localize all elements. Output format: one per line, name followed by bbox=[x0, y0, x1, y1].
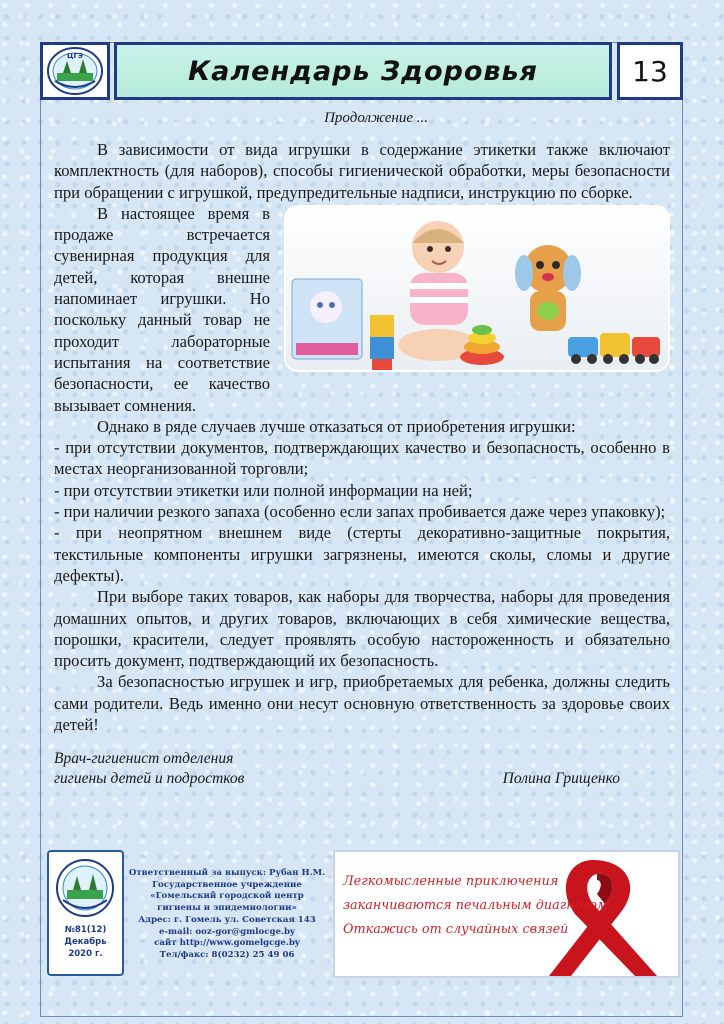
logo bbox=[40, 42, 110, 100]
address: Адрес: г. Гомель ул. Советская 143 bbox=[138, 914, 316, 925]
header bbox=[40, 42, 683, 100]
email: e-mail: ooz-gor@gmlocge.by bbox=[159, 926, 295, 937]
article bbox=[54, 110, 670, 789]
responsible-editor: Ответственный за выпуск: Рубан Н.М. bbox=[128, 868, 326, 878]
paragraph-4: При выборе таких товаров, как наборы для творчества, наборы для проведения домашних опытов, и других товаров, включающих в себя химические вещества, порошки, красители, следует проявлять особую настороженность и обязательно просить документ, подтверждающий их безопасность. bbox=[54, 587, 670, 671]
signature-name: Полина Грищенко bbox=[502, 770, 620, 788]
institution-name-1: «Гомельский городской центр bbox=[150, 891, 304, 902]
banner-line-3: Откажись от случайных связей bbox=[343, 922, 569, 937]
issue-year: 2020 г. bbox=[68, 949, 103, 959]
continued-label: Продолжение ... bbox=[324, 110, 428, 126]
bullet-3: - при наличии резкого запаха (особенно если запах пробивается даже через упаковку); bbox=[54, 502, 666, 522]
page-number: 13 bbox=[617, 42, 683, 100]
publisher-info bbox=[124, 850, 330, 976]
website: сайт http://www.gomelgcge.by bbox=[154, 938, 300, 949]
banner-line-2: заканчиваются печальным диагнозом. bbox=[343, 898, 612, 913]
paragraph-2: В настоящее время в продаже встречается сувенирная продукция для детей, которая внешне напоминает игрушки. Но поскольку данный товар не проходит лабораторные испытания на соответствие безопасности, ее качество вызывает сомнения. bbox=[54, 203, 270, 415]
signature bbox=[54, 749, 670, 789]
bullet-4: - при неопрятном внешнем виде (стерты декоративно-защитные покрытия, текстильные компоненты игрушки загрязнены, имеются сколы, сломы и другие дефекты). bbox=[54, 523, 670, 585]
paragraph-3: Однако в ряде случаев лучше отказаться от приобретения игрушки: bbox=[97, 416, 576, 436]
logo-text: ЦГЭ bbox=[66, 52, 84, 60]
footer-logo-icon bbox=[49, 852, 122, 922]
red-ribbon-icon bbox=[335, 852, 678, 976]
awareness-banner bbox=[333, 850, 680, 978]
institution-type: Государственное учреждение bbox=[152, 879, 302, 890]
issue-number: №81(12) bbox=[64, 925, 107, 935]
signature-position: Врач-гигиенист отделения bbox=[54, 750, 234, 768]
issue-month: Декабрь bbox=[64, 937, 107, 947]
bullet-2: - при отсутствии этикетки или полной информации на ней; bbox=[54, 480, 473, 500]
page-title: Календарь Здоровья bbox=[114, 42, 612, 100]
footer-logo-panel bbox=[47, 850, 124, 976]
phone: Тел/факс: 8(0232) 25 49 06 bbox=[159, 949, 295, 960]
institution-name-2: гигиены и эпидемиологии» bbox=[157, 903, 297, 914]
toys-photo bbox=[284, 205, 670, 372]
issue-info bbox=[49, 924, 122, 960]
paragraph-1: В зависимости от вида игрушки в содержание этикетки также включают комплектность (для наборов), способы гигиенической обработки, меры безопасности при обращении с игрушкой, предупредительные надписи, инструкцию по сборке. bbox=[54, 140, 670, 202]
logo-emblem-icon bbox=[43, 45, 107, 97]
child-with-toys-image bbox=[286, 207, 670, 372]
signature-department: гигиены детей и подростков bbox=[54, 770, 245, 788]
bullet-1: - при отсутствии документов, подтверждающих качество и безопасность, особенно в местах неорганизованной торговли; bbox=[54, 438, 670, 479]
paragraph-5: За безопасностью игрушек и игр, приобретаемых для ребенка, должны следить сами родители. Ведь именно они несут основную ответственность за здоровье своих детей! bbox=[54, 672, 670, 735]
banner-line-1: Легкомысленные приключения bbox=[343, 874, 559, 889]
